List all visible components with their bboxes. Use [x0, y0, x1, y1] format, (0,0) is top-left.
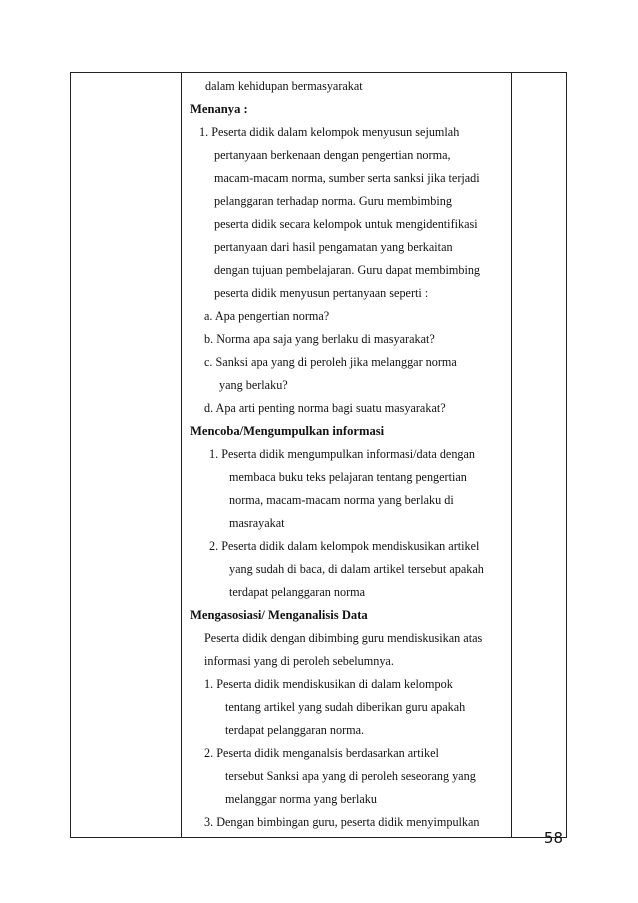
text-line: 1. Peserta didik mengumpulkan informasi/data dengan: [209, 447, 476, 461]
text-line: membaca buku teks pelajaran tentang pengertian: [229, 470, 467, 484]
section-heading: Mencoba/Mengumpulkan informasi: [190, 424, 385, 438]
text-line: pertanyaan berkenaan dengan pengertian norma,: [214, 148, 451, 162]
section-heading: Menanya :: [190, 102, 248, 116]
column-divider-left: [181, 73, 182, 837]
text-line: peserta didik secara kelompok untuk mengidentifikasi: [214, 217, 478, 231]
text-line: yang sudah di baca, di dalam artikel tersebut apakah: [229, 562, 484, 576]
text-line: 1. Peserta didik mendiskusikan di dalam kelompok: [204, 677, 453, 691]
text-line: Peserta didik dengan dibimbing guru mendiskusikan atas: [204, 631, 483, 645]
text-line: terdapat pelanggaran norma.: [225, 723, 365, 737]
column-divider-right: [511, 73, 512, 837]
text-line: peserta didik menyusun pertanyaan seperti :: [214, 286, 429, 300]
text-line: 3. Dengan bimbingan guru, peserta didik menyimpulkan: [204, 815, 480, 829]
text-line: macam-macam norma, sumber serta sanksi jika terjadi: [214, 171, 480, 185]
text-line: tersebut Sanksi apa yang di peroleh seseorang yang: [225, 769, 476, 783]
text-line: 2. Peserta didik menganalsis berdasarkan artikel: [204, 746, 439, 760]
text-line: masrayakat: [229, 516, 285, 530]
text-line: melanggar norma yang berlaku: [225, 792, 377, 806]
text-line: pelanggaran terhadap norma. Guru membimbing: [214, 194, 452, 208]
text-line: terdapat pelanggaran norma: [229, 585, 366, 599]
section-heading: Mengasosiasi/ Menganalisis Data: [190, 608, 368, 622]
text-line: a. Apa pengertian norma?: [204, 309, 330, 323]
page-number: 58: [543, 829, 563, 847]
text-line: informasi yang di peroleh sebelumnya.: [204, 654, 394, 668]
text-line: pertanyaan dari hasil pengamatan yang berkaitan: [214, 240, 453, 254]
text-line: b. Norma apa saja yang berlaku di masyarakat?: [204, 332, 435, 346]
text-line: c. Sanksi apa yang di peroleh jika melanggar norma: [204, 355, 457, 369]
text-line: 1. Peserta didik dalam kelompok menyusun sejumlah: [199, 125, 460, 139]
text-line: dengan tujuan pembelajaran. Guru dapat membimbing: [214, 263, 481, 277]
text-line: tentang artikel yang sudah diberikan guru apakah: [225, 700, 466, 714]
text-line: d. Apa arti penting norma bagi suatu masyarakat?: [204, 401, 446, 415]
text-line: 2. Peserta didik dalam kelompok mendiskusikan artikel: [209, 539, 480, 553]
text-line: dalam kehidupan bermasyarakat: [205, 79, 363, 93]
text-line: yang berlaku?: [219, 378, 288, 392]
lesson-activity-table: [70, 72, 567, 838]
text-line: norma, macam-macam norma yang berlaku di: [229, 493, 454, 507]
